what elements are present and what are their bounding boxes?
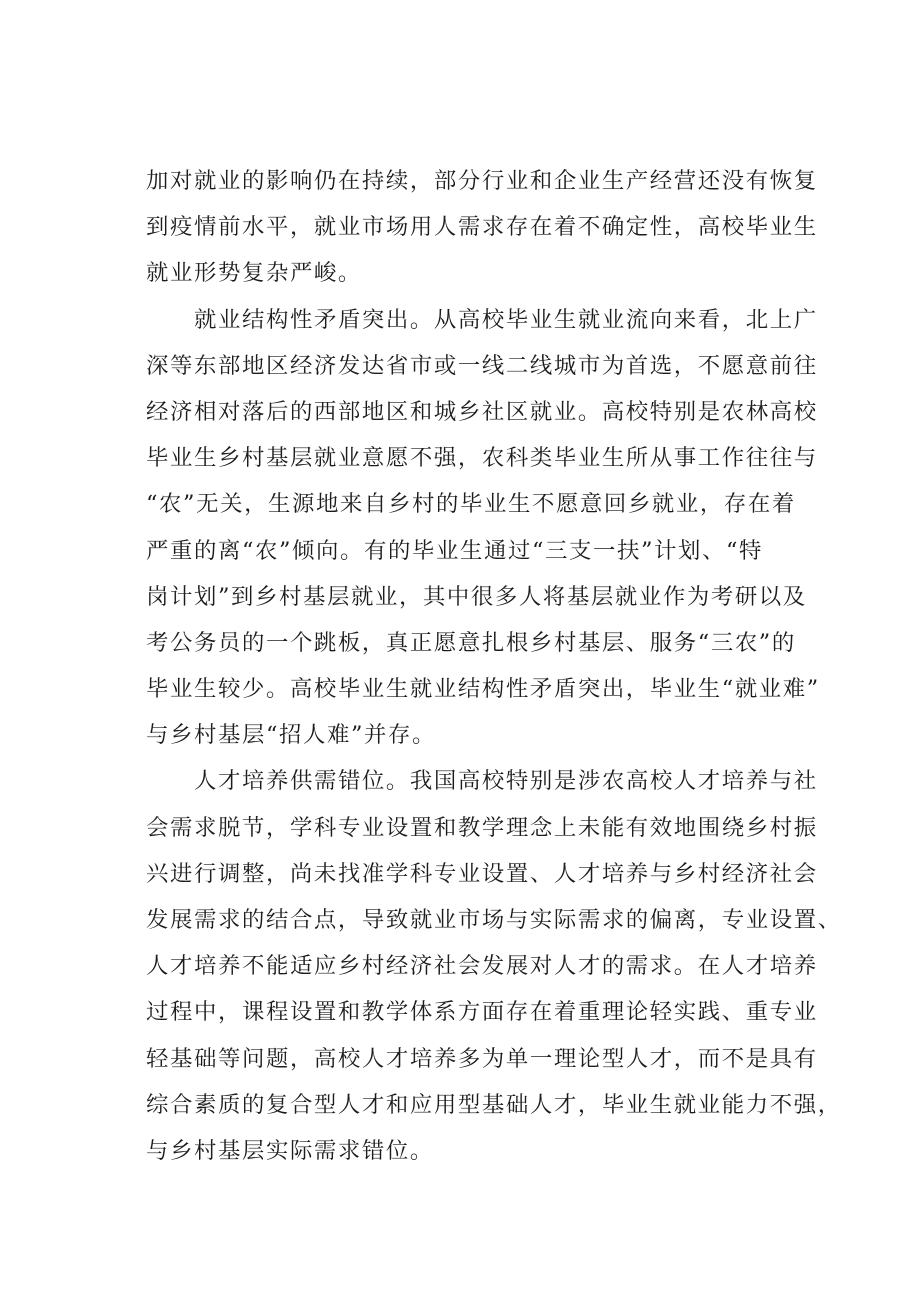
- text-line: 与乡村基层“招人难”并存。: [146, 722, 436, 749]
- text-line: 兴进行调整，尚未找准学科专业设置、人才培养与乡村经济社会: [146, 860, 818, 887]
- paragraph-structural-contradiction: [146, 297, 820, 759]
- text-line: “农”无关，生源地来自乡村的毕业生不愿意回乡就业，存在着: [146, 491, 796, 518]
- text-line: 经济相对落后的西部地区和城乡社区就业。高校特别是农林高校: [146, 398, 818, 425]
- text-line: 人才培养不能适应乡村经济社会发展对人才的需求。在人才培养: [146, 953, 818, 980]
- paragraph-talent-mismatch: [146, 758, 842, 1174]
- text-line: 过程中，课程设置和教学体系方面存在着重理论轻实践、重专业: [146, 999, 818, 1026]
- document-body: [146, 158, 842, 1174]
- text-line: 到疫情前水平，就业市场用人需求存在着不确定性，高校毕业生: [146, 214, 818, 241]
- text-line: 毕业生较少。高校毕业生就业结构性矛盾突出，毕业生“就业难”: [146, 676, 820, 703]
- text-line: 人才培养供需错位。我国高校特别是涉农高校人才培养与社: [194, 768, 818, 795]
- text-line: 考公务员的一个跳板，真正愿意扎根乡村基层、服务“三农”的: [146, 629, 796, 656]
- text-line: 发展需求的结合点，导致就业市场与实际需求的偏离，专业设置、: [146, 907, 842, 933]
- text-line: 会需求脱节，学科专业设置和教学理念上未能有效地围绕乡村振: [146, 814, 818, 841]
- text-line: 综合素质的复合型人才和应用型基础人才，毕业生就业能力不强，: [146, 1091, 842, 1118]
- paragraph-continuation: [146, 158, 818, 297]
- text-line: 就业形势复杂严峻。: [146, 260, 362, 287]
- text-line: 轻基础等问题，高校人才培养多为单一理论型人才，而不是具有: [146, 1045, 818, 1072]
- text-line: 毕业生乡村基层就业意愿不强，农科类毕业生所从事工作往往与: [146, 445, 818, 472]
- text-line: 与乡村基层实际需求错位。: [146, 1137, 434, 1164]
- text-line: 深等东部地区经济发达省市或一线二线城市为首选，不愿意前往: [146, 352, 818, 379]
- text-line: 岗计划”到乡村基层就业，其中很多人将基层就业作为考研以及: [146, 583, 807, 610]
- text-line: 就业结构性矛盾突出。从高校毕业生就业流向来看，北上广: [194, 306, 818, 333]
- text-line: 严重的离“农”倾向。有的毕业生通过“三支一扶”计划、“特: [146, 537, 764, 564]
- text-line: 加对就业的影响仍在持续，部分行业和企业生产经营还没有恢复: [146, 168, 818, 194]
